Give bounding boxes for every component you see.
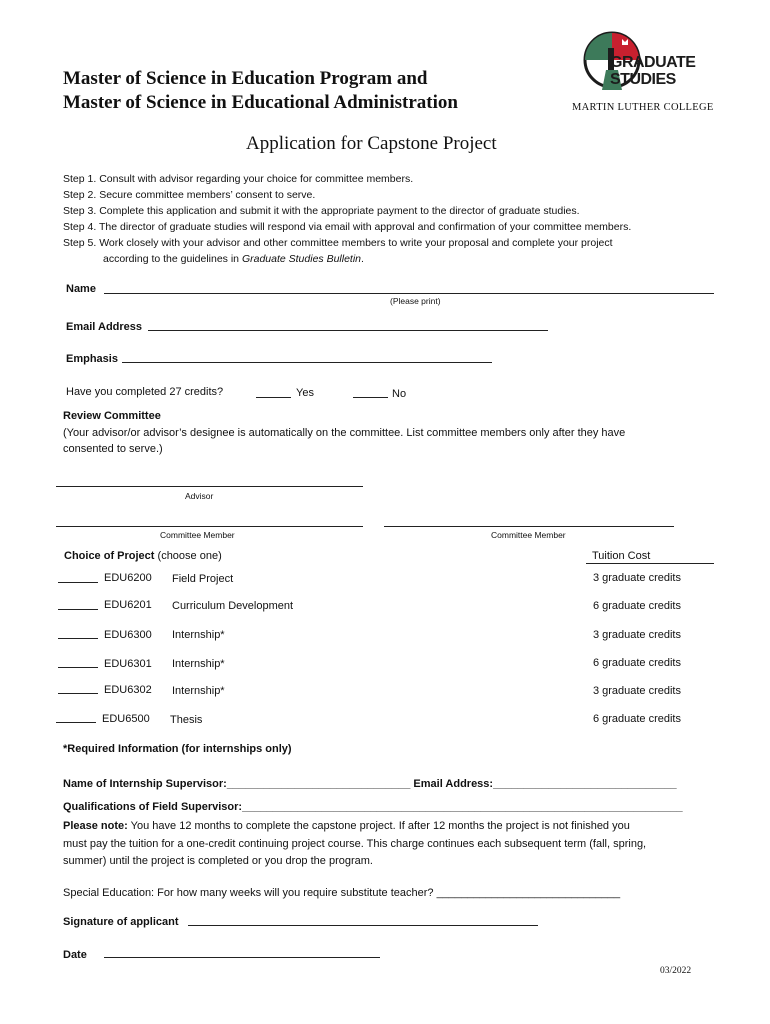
committee-member-2-label: Committee Member (491, 530, 566, 540)
advisor-label: Advisor (185, 491, 214, 501)
project-select-blank[interactable] (58, 667, 98, 668)
advisor-field[interactable] (56, 486, 363, 487)
name-hint: (Please print) (390, 296, 441, 306)
project-select-blank[interactable] (58, 638, 98, 639)
credits-yes-blank[interactable] (256, 397, 291, 398)
step-4: Step 4. The director of graduate studies will respond via email with approval and confirmation of your committee members. (63, 221, 632, 233)
logo-college-text: MARTIN LUTHER COLLEGE (572, 102, 714, 113)
review-note-line-1: (Your advisor/or advisor’s designee is automatically on the committee. List committee members only after they have (63, 427, 626, 439)
form-subtitle: Application for Capstone Project (246, 133, 497, 154)
project-credits: 6 graduate credits (592, 657, 681, 669)
please-note-line-3: summer) until the project is completed or you drop the program. (63, 855, 373, 867)
bulletin-title: Graduate Studies Bulletin (241, 253, 362, 265)
step-5-continuation: according to the guidelines in Graduate Studies Bulletin. (103, 253, 364, 265)
step-3: Step 3. Complete this application and submit it with the appropriate payment to the director of graduate studies. (63, 205, 580, 217)
date-label: Date (63, 949, 87, 961)
project-code: EDU6301 (104, 658, 152, 670)
title-line-1: Master of Science in Education Program and (63, 68, 428, 89)
email-label: Email Address (66, 321, 143, 333)
special-ed-row[interactable]: Special Education: For how many weeks will you require substitute teacher? ______________________________ (63, 887, 621, 899)
credits-yes-label: Yes (296, 387, 314, 399)
project-name: Internship* (172, 658, 225, 670)
title-line-2: Master of Science in Educational Administration (63, 92, 458, 113)
signature-label: Signature of applicant (63, 916, 179, 928)
project-code: EDU6300 (104, 629, 152, 641)
internship-supervisor-row[interactable]: Name of Internship Supervisor:______________________________ Email Address:______________________________ (63, 778, 677, 790)
project-name: Field Project (172, 573, 234, 585)
emphasis-field[interactable] (122, 362, 492, 363)
tuition-cost-header: Tuition Cost (592, 550, 651, 562)
review-note-line-2: consented to serve.) (63, 443, 163, 455)
email-field[interactable] (148, 330, 548, 331)
project-select-blank[interactable] (58, 693, 98, 694)
project-select-blank[interactable] (58, 609, 98, 610)
committee-member-2-field[interactable] (384, 526, 674, 527)
project-name: Curriculum Development (172, 600, 294, 612)
project-credits: 3 graduate credits (592, 629, 681, 641)
project-heading: Choice of Project (choose one) (64, 550, 222, 562)
form-revision-code: 03/2022 (660, 966, 692, 976)
step-5: Step 5. Work closely with your advisor and other committee members to write your proposal and complete your project (63, 237, 613, 249)
field-supervisor-qualifications-row[interactable]: Qualifications of Field Supervisor:________________________________________________________________________ (63, 801, 683, 813)
project-code: EDU6200 (104, 572, 152, 584)
graduate-studies-logo (572, 30, 712, 116)
review-committee-heading: Review Committee (63, 410, 161, 422)
logo-studies-text: STUDIES (610, 71, 676, 88)
step-1: Step 1. Consult with advisor regarding your choice for committee members. (63, 173, 414, 185)
credits-no-label: No (392, 388, 407, 400)
emphasis-label: Emphasis (66, 353, 118, 365)
project-credits: 3 graduate credits (592, 685, 681, 697)
project-select-blank[interactable] (58, 582, 98, 583)
step-2: Step 2. Secure committee members’ consent to serve. (63, 189, 316, 201)
credits-no-blank[interactable] (353, 397, 388, 398)
project-name: Internship* (172, 629, 225, 641)
required-info-note: *Required Information (for internships only) (63, 743, 292, 755)
committee-member-1-field[interactable] (56, 526, 363, 527)
please-note-line-1: Please note: You have 12 months to complete the capstone project. If after 12 months the project is not finished you (63, 820, 630, 832)
project-code: EDU6302 (104, 684, 152, 696)
logo-graduate-text: GRADUATE (610, 54, 696, 71)
tuition-header-rule (586, 563, 714, 564)
project-credits: 3 graduate credits (592, 572, 681, 584)
project-name: Thesis (170, 714, 203, 726)
please-note-line-2: must pay the tuition for a one-credit continuing project course. This charge continues each subsequent term (fall, spring, (63, 838, 647, 850)
date-field[interactable] (104, 957, 380, 958)
committee-member-1-label: Committee Member (160, 530, 235, 540)
project-code: EDU6201 (104, 599, 152, 611)
project-code: EDU6500 (102, 713, 150, 725)
project-credits: 6 graduate credits (592, 713, 681, 725)
project-select-blank[interactable] (56, 722, 96, 723)
credits-question: Have you completed 27 credits? (66, 386, 224, 398)
signature-field[interactable] (188, 925, 538, 926)
project-name: Internship* (172, 685, 225, 697)
name-label: Name (66, 283, 96, 295)
name-field[interactable] (104, 293, 714, 294)
project-credits: 6 graduate credits (592, 600, 681, 612)
